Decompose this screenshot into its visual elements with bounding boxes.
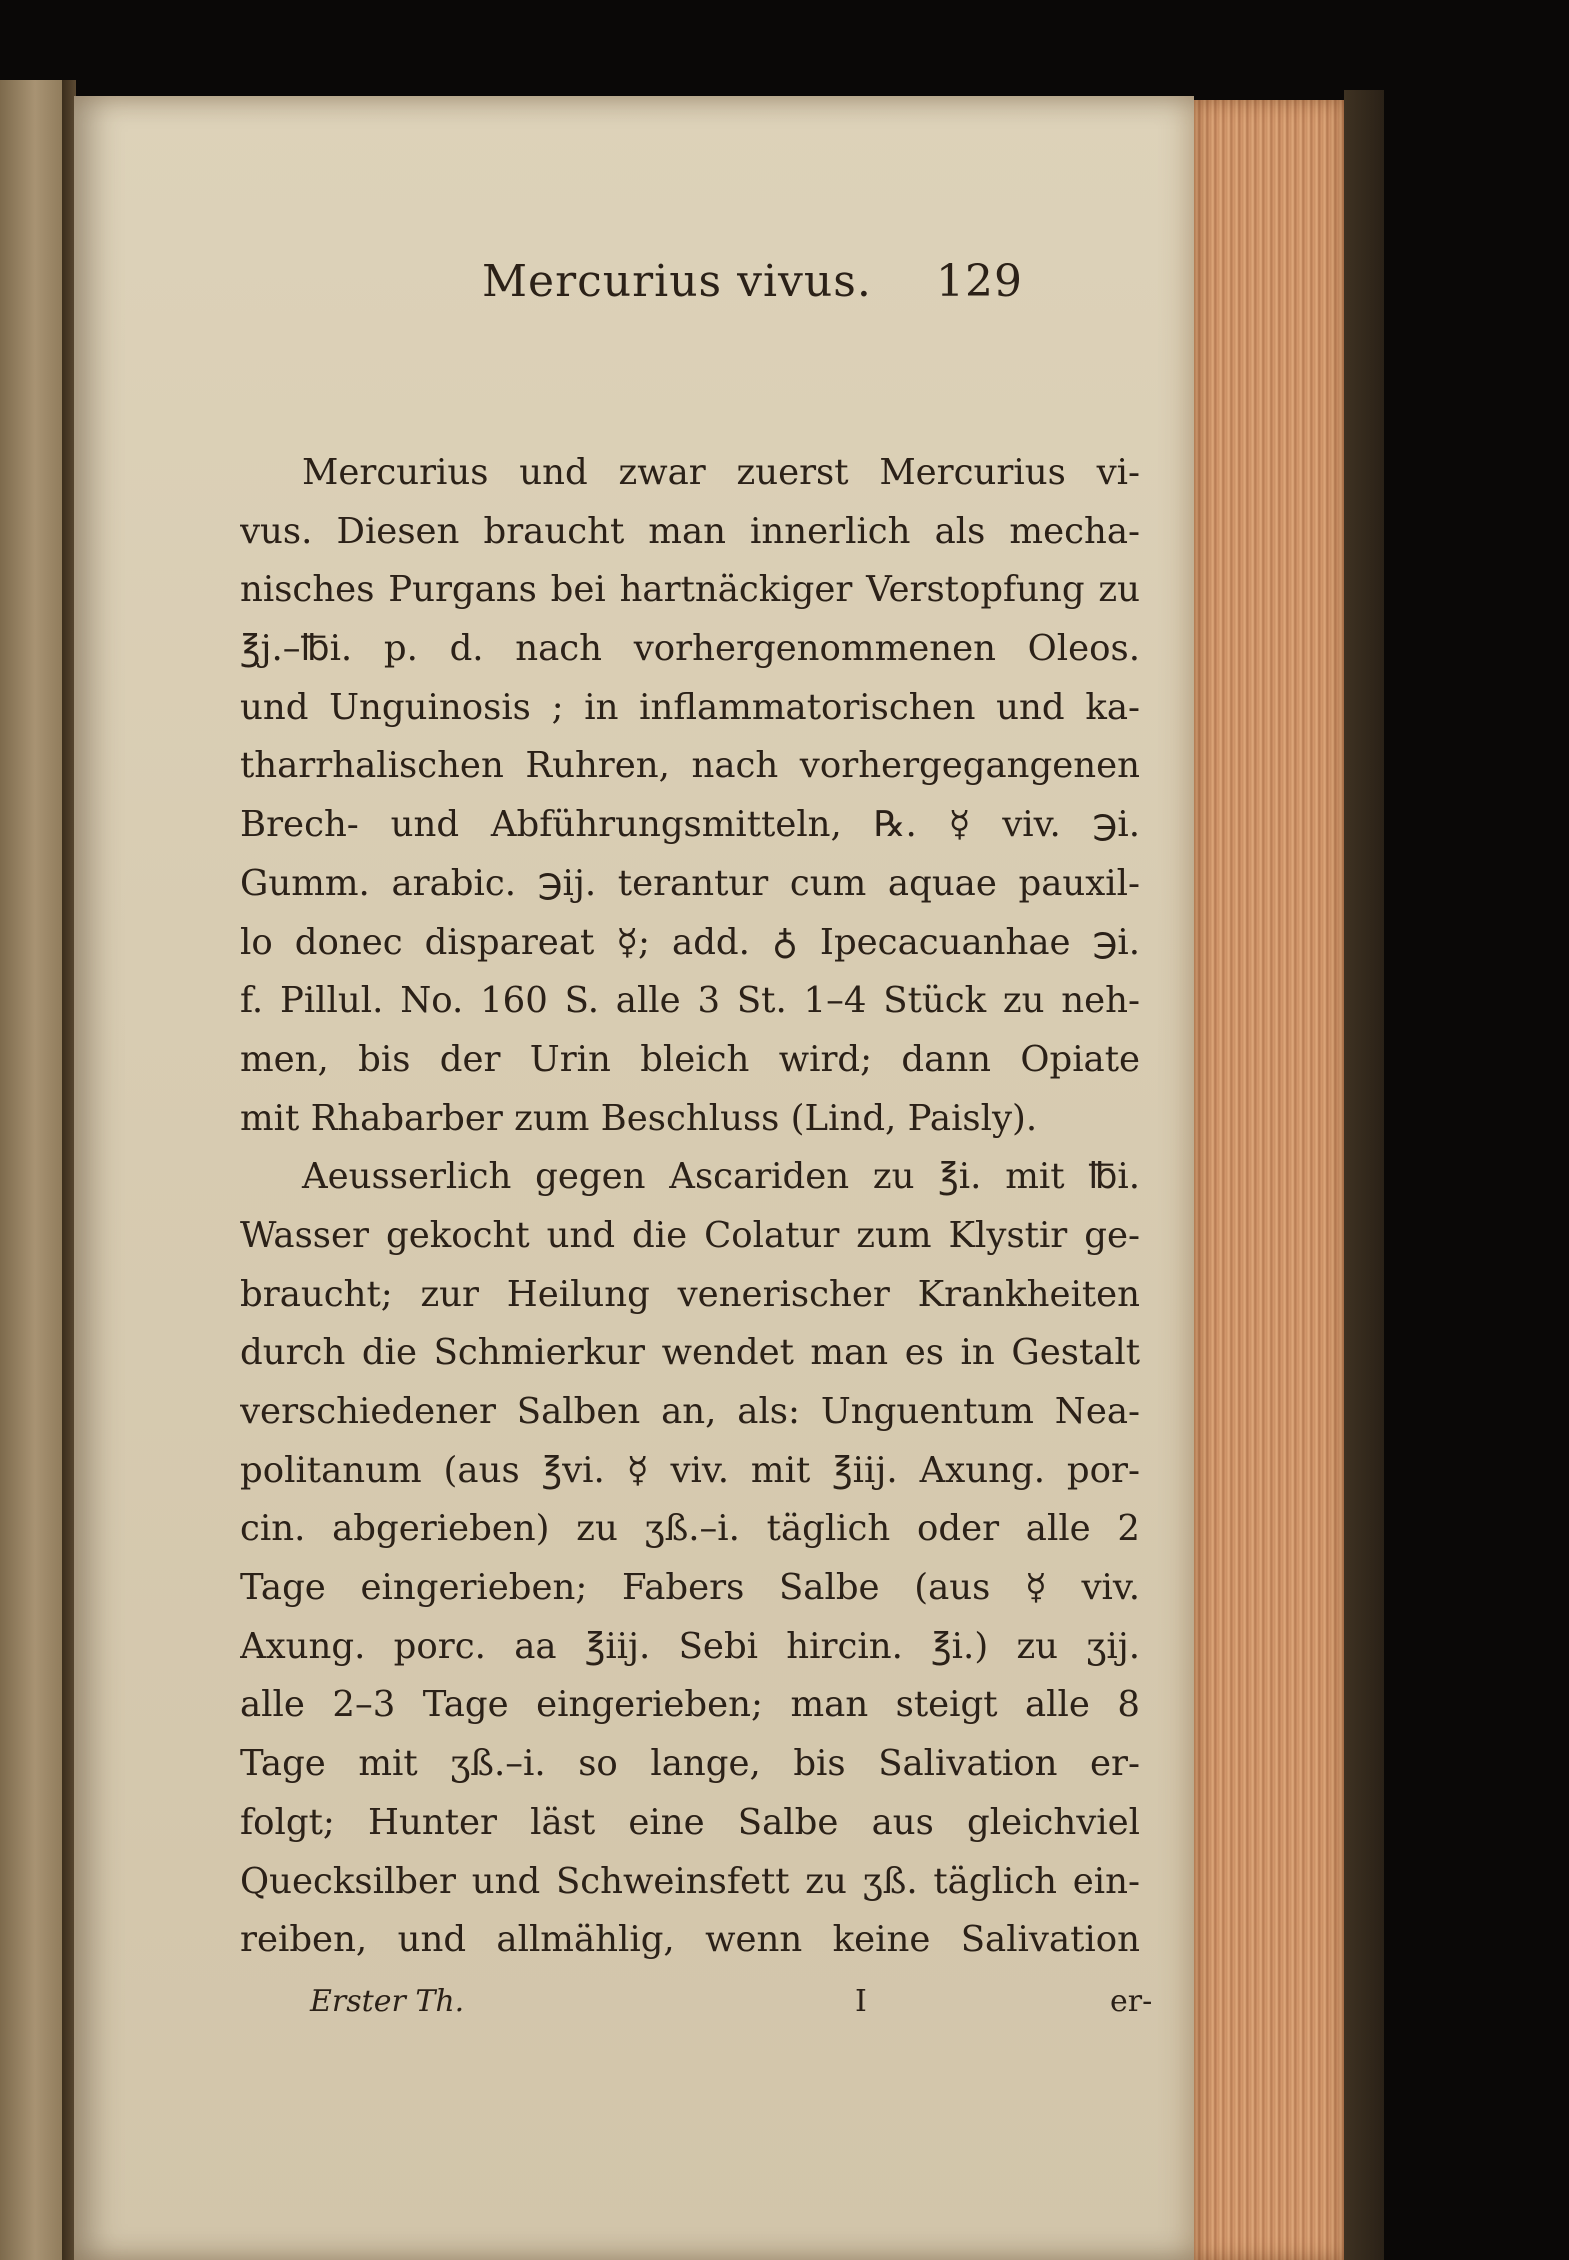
text-line: mit Rhabarber zum Beschluss (Lind, Paisly). — [240, 1097, 1038, 1139]
text-line: men, bis der Urin bleich wird; dann Opiate — [240, 1038, 1140, 1080]
text-line: Tage mit ʒß.–i. so lange, bis Salivation er- — [240, 1743, 1140, 1785]
text-line: und Unguinosis ; in inflammatorischen und ka- — [240, 686, 1140, 728]
signature-mark: Erster Th. — [310, 1984, 465, 2019]
book-cover-edge — [1344, 90, 1384, 2260]
text-line: Axung. porc. aa ℥iij. Sebi hircin. ℥i.) zu ʒij. — [240, 1625, 1140, 1667]
book-page — [74, 96, 1194, 2260]
text-line: durch die Schmierkur wendet man es in Gestalt — [240, 1332, 1140, 1374]
text-line: f. Pillul. No. 160 S. alle 3 St. 1–4 Stück zu neh- — [240, 980, 1140, 1022]
sheet-number: I — [855, 1984, 867, 2019]
page-edges — [1194, 100, 1344, 2260]
text-line: Aeusserlich gegen Ascariden zu ℥i. mit ℔i. — [302, 1156, 1140, 1198]
text-line: vus. Diesen braucht man innerlich als mecha- — [240, 510, 1140, 552]
running-title: Mercurius vivus. — [482, 256, 872, 307]
text-line: Quecksilber und Schweinsfett zu ʒß. täglich ein- — [240, 1860, 1140, 1902]
text-line: politanum (aus ℥vi. ☿ viv. mit ℥iij. Axung. por- — [240, 1449, 1140, 1491]
catchword: er- — [1110, 1984, 1153, 2019]
text-line: nisches Purgans bei hartnäckiger Verstopfung zu — [240, 569, 1140, 611]
text-line: Gumm. arabic. ℈ij. terantur cum aquae pauxil- — [240, 862, 1140, 904]
text-line: Tage eingerieben; Fabers Salbe (aus ☿ viv. — [240, 1567, 1140, 1609]
page-footer — [310, 1984, 1153, 2034]
text-line: cin. abgerieben) zu ʒß.–i. täglich oder alle 2 — [240, 1508, 1140, 1550]
text-line: verschiedener Salben an, als: Unguentum Nea- — [240, 1391, 1140, 1432]
text-line: ℥j.–℔i. p. d. nach vorhergenommenen Oleos. — [240, 628, 1140, 670]
text-line: Brech- und Abführungsmitteln, ℞. ☿ viv. ℈i. — [240, 804, 1140, 846]
body-text — [240, 444, 1140, 1970]
left-page-edge — [0, 80, 70, 2260]
page-header — [170, 256, 1170, 316]
text-line: Mercurius und zwar zuerst Mercurius vi- — [302, 452, 1140, 493]
text-line: braucht; zur Heilung venerischer Krankheiten — [240, 1273, 1140, 1315]
text-line: Wasser gekocht und die Colatur zum Klystir ge- — [240, 1214, 1140, 1256]
text-line: lo donec dispareat ☿; add. ♁ Ipecacuanhae ℈i. — [240, 921, 1140, 963]
text-line: reiben, und allmählig, wenn keine Salivation — [240, 1919, 1140, 1961]
text-line: tharrhalischen Ruhren, nach vorhergegangenen — [240, 745, 1140, 787]
text-line: folgt; Hunter läst eine Salbe aus gleichviel — [240, 1801, 1140, 1843]
text-line: alle 2–3 Tage eingerieben; man steigt alle 8 — [240, 1684, 1140, 1726]
page-number: 129 — [936, 256, 1023, 307]
